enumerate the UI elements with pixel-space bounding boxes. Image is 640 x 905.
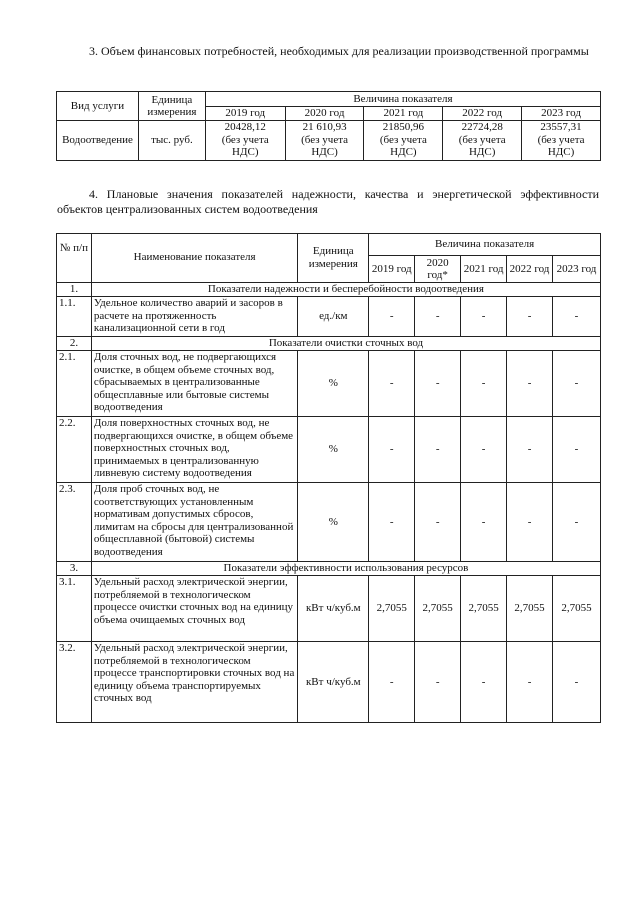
year-header: 2020 год: [285, 107, 364, 121]
amount-value: 20428,12: [224, 121, 266, 133]
indicator-value: -: [369, 483, 415, 562]
indicator-value: -: [415, 483, 461, 562]
year-header: 2023 год: [522, 107, 601, 121]
amount-cell: [205, 121, 285, 161]
table-row: [57, 642, 601, 723]
indicators-table: [56, 233, 601, 723]
indicator-value: 2,7055: [369, 576, 415, 642]
row-num: 2.1.: [57, 351, 92, 417]
amount-note: (без учета НДС): [301, 133, 349, 158]
indicator-name: Удельное количество аварий и засоров в расчете на протяженность канализационной сети в год: [91, 297, 297, 337]
indicator-value: -: [553, 351, 601, 417]
indicator-name: Удельный расход электрической энергии, потребляемой в технологическом процессе очистки сточных вод на единицу объема очищаемых сточных вод: [91, 576, 297, 642]
amount-value: 23557,31: [540, 121, 582, 133]
indicator-value: -: [553, 297, 601, 337]
table-row: [57, 351, 601, 417]
indicator-value: -: [461, 351, 507, 417]
table-row: [57, 483, 601, 562]
section-title: Показатели эффективности использования ресурсов: [91, 562, 600, 576]
row-num: 2.3.: [57, 483, 92, 562]
table-row: [57, 297, 601, 337]
indicator-value: 2,7055: [553, 576, 601, 642]
amount-cell: [364, 121, 443, 161]
table-row: [57, 576, 601, 642]
year-header: 2022 год: [507, 256, 553, 283]
indicator-value: -: [415, 417, 461, 483]
unit-cell: тыс. руб.: [138, 121, 205, 161]
section-num: 3.: [57, 562, 92, 576]
indicator-value: 2,7055: [507, 576, 553, 642]
section-num: 1.: [57, 283, 92, 297]
col-unit: Единица измерения: [298, 234, 369, 283]
col-value: Величина показателя: [369, 234, 601, 256]
indicator-name: Доля проб сточных вод, не соответствующих установленным нормативам допустимых сбросов, лимитам на сбросы для централизованной общесплавной (бытовой) системы водоотведения: [91, 483, 297, 562]
amount-note: (без учета НДС): [221, 133, 269, 158]
indicator-value: 2,7055: [461, 576, 507, 642]
year-header: 2023 год: [553, 256, 601, 283]
year-header: 2021 год: [461, 256, 507, 283]
amount-value: 21850,96: [382, 121, 424, 133]
indicator-value: -: [461, 642, 507, 723]
indicator-name: Доля поверхностных сточных вод, не подвергающихся очистке, в общем объеме поверхностных сточных вод, принимаемых в централизованную ливневую систему водоотведения: [91, 417, 297, 483]
indicator-value: -: [369, 417, 415, 483]
amount-value: 22724,28: [461, 121, 503, 133]
indicator-unit: %: [298, 417, 369, 483]
financial-needs-table: [56, 91, 601, 161]
indicator-unit: кВт ч/куб.м: [298, 642, 369, 723]
col-name: Наименование показателя: [91, 234, 297, 283]
section-row: [57, 283, 601, 297]
row-num: 2.2.: [57, 417, 92, 483]
indicator-value: -: [461, 417, 507, 483]
indicator-unit: ед./км: [298, 297, 369, 337]
amount-value: 21 610,93: [302, 121, 347, 133]
service-cell: Водоотведение: [57, 121, 139, 161]
indicator-value: -: [415, 351, 461, 417]
year-header: 2021 год: [364, 107, 443, 121]
amount-cell: [522, 121, 601, 161]
col-num: № п/п: [57, 234, 92, 283]
section3-heading: 3. Объем финансовых потребностей, необходимых для реализации производственной программы: [89, 44, 589, 58]
row-num: 1.1.: [57, 297, 92, 337]
amount-note: (без учета НДС): [458, 133, 506, 158]
indicator-value: -: [553, 483, 601, 562]
section-title: Показатели очистки сточных вод: [91, 337, 600, 351]
col-service: Вид услуги: [57, 92, 139, 121]
year-header: 2022 год: [443, 107, 522, 121]
indicator-name: Удельный расход электрической энергии, потребляемой в технологическом процессе транспортировки сточных вод на единицу объема транспортируемых сточных вод: [91, 642, 297, 723]
table-row: [57, 417, 601, 483]
amount-cell: [285, 121, 364, 161]
section-num: 2.: [57, 337, 92, 351]
amount-cell: [443, 121, 522, 161]
indicator-value: -: [369, 642, 415, 723]
section-row: [57, 337, 601, 351]
indicator-value: -: [507, 642, 553, 723]
row-num: 3.2.: [57, 642, 92, 723]
col-value: Величина показателя: [205, 92, 600, 107]
indicator-value: -: [415, 297, 461, 337]
section4-heading: 4. Плановые значения показателей надежности, качества и энергетической эффективности объектов централизованных систем водоотведения: [57, 187, 599, 216]
indicator-value: -: [553, 642, 601, 723]
indicator-value: -: [507, 417, 553, 483]
indicator-value: -: [507, 483, 553, 562]
year-header: 2020 год*: [415, 256, 461, 283]
indicator-value: -: [369, 297, 415, 337]
section-row: [57, 562, 601, 576]
amount-note: (без учета НДС): [537, 133, 585, 158]
section-title: Показатели надежности и бесперебойности водоотведения: [91, 283, 600, 297]
indicator-value: -: [461, 483, 507, 562]
indicator-unit: %: [298, 351, 369, 417]
indicator-value: -: [553, 417, 601, 483]
indicator-value: -: [507, 297, 553, 337]
year-header: 2019 год: [205, 107, 285, 121]
indicator-value: -: [461, 297, 507, 337]
row-num: 3.1.: [57, 576, 92, 642]
indicator-name: Доля сточных вод, не подвергающихся очистке, в общем объеме сточных вод, сбрасываемых в централизованные общесплавные или бытовые системы водоотведения: [91, 351, 297, 417]
year-header: 2019 год: [369, 256, 415, 283]
indicator-unit: кВт ч/куб.м: [298, 576, 369, 642]
col-unit: Единица измерения: [138, 92, 205, 121]
indicator-value: -: [369, 351, 415, 417]
indicators-body: [57, 283, 601, 723]
indicator-value: -: [507, 351, 553, 417]
indicator-value: 2,7055: [415, 576, 461, 642]
indicator-value: -: [415, 642, 461, 723]
indicator-unit: %: [298, 483, 369, 562]
amount-note: (без учета НДС): [379, 133, 427, 158]
